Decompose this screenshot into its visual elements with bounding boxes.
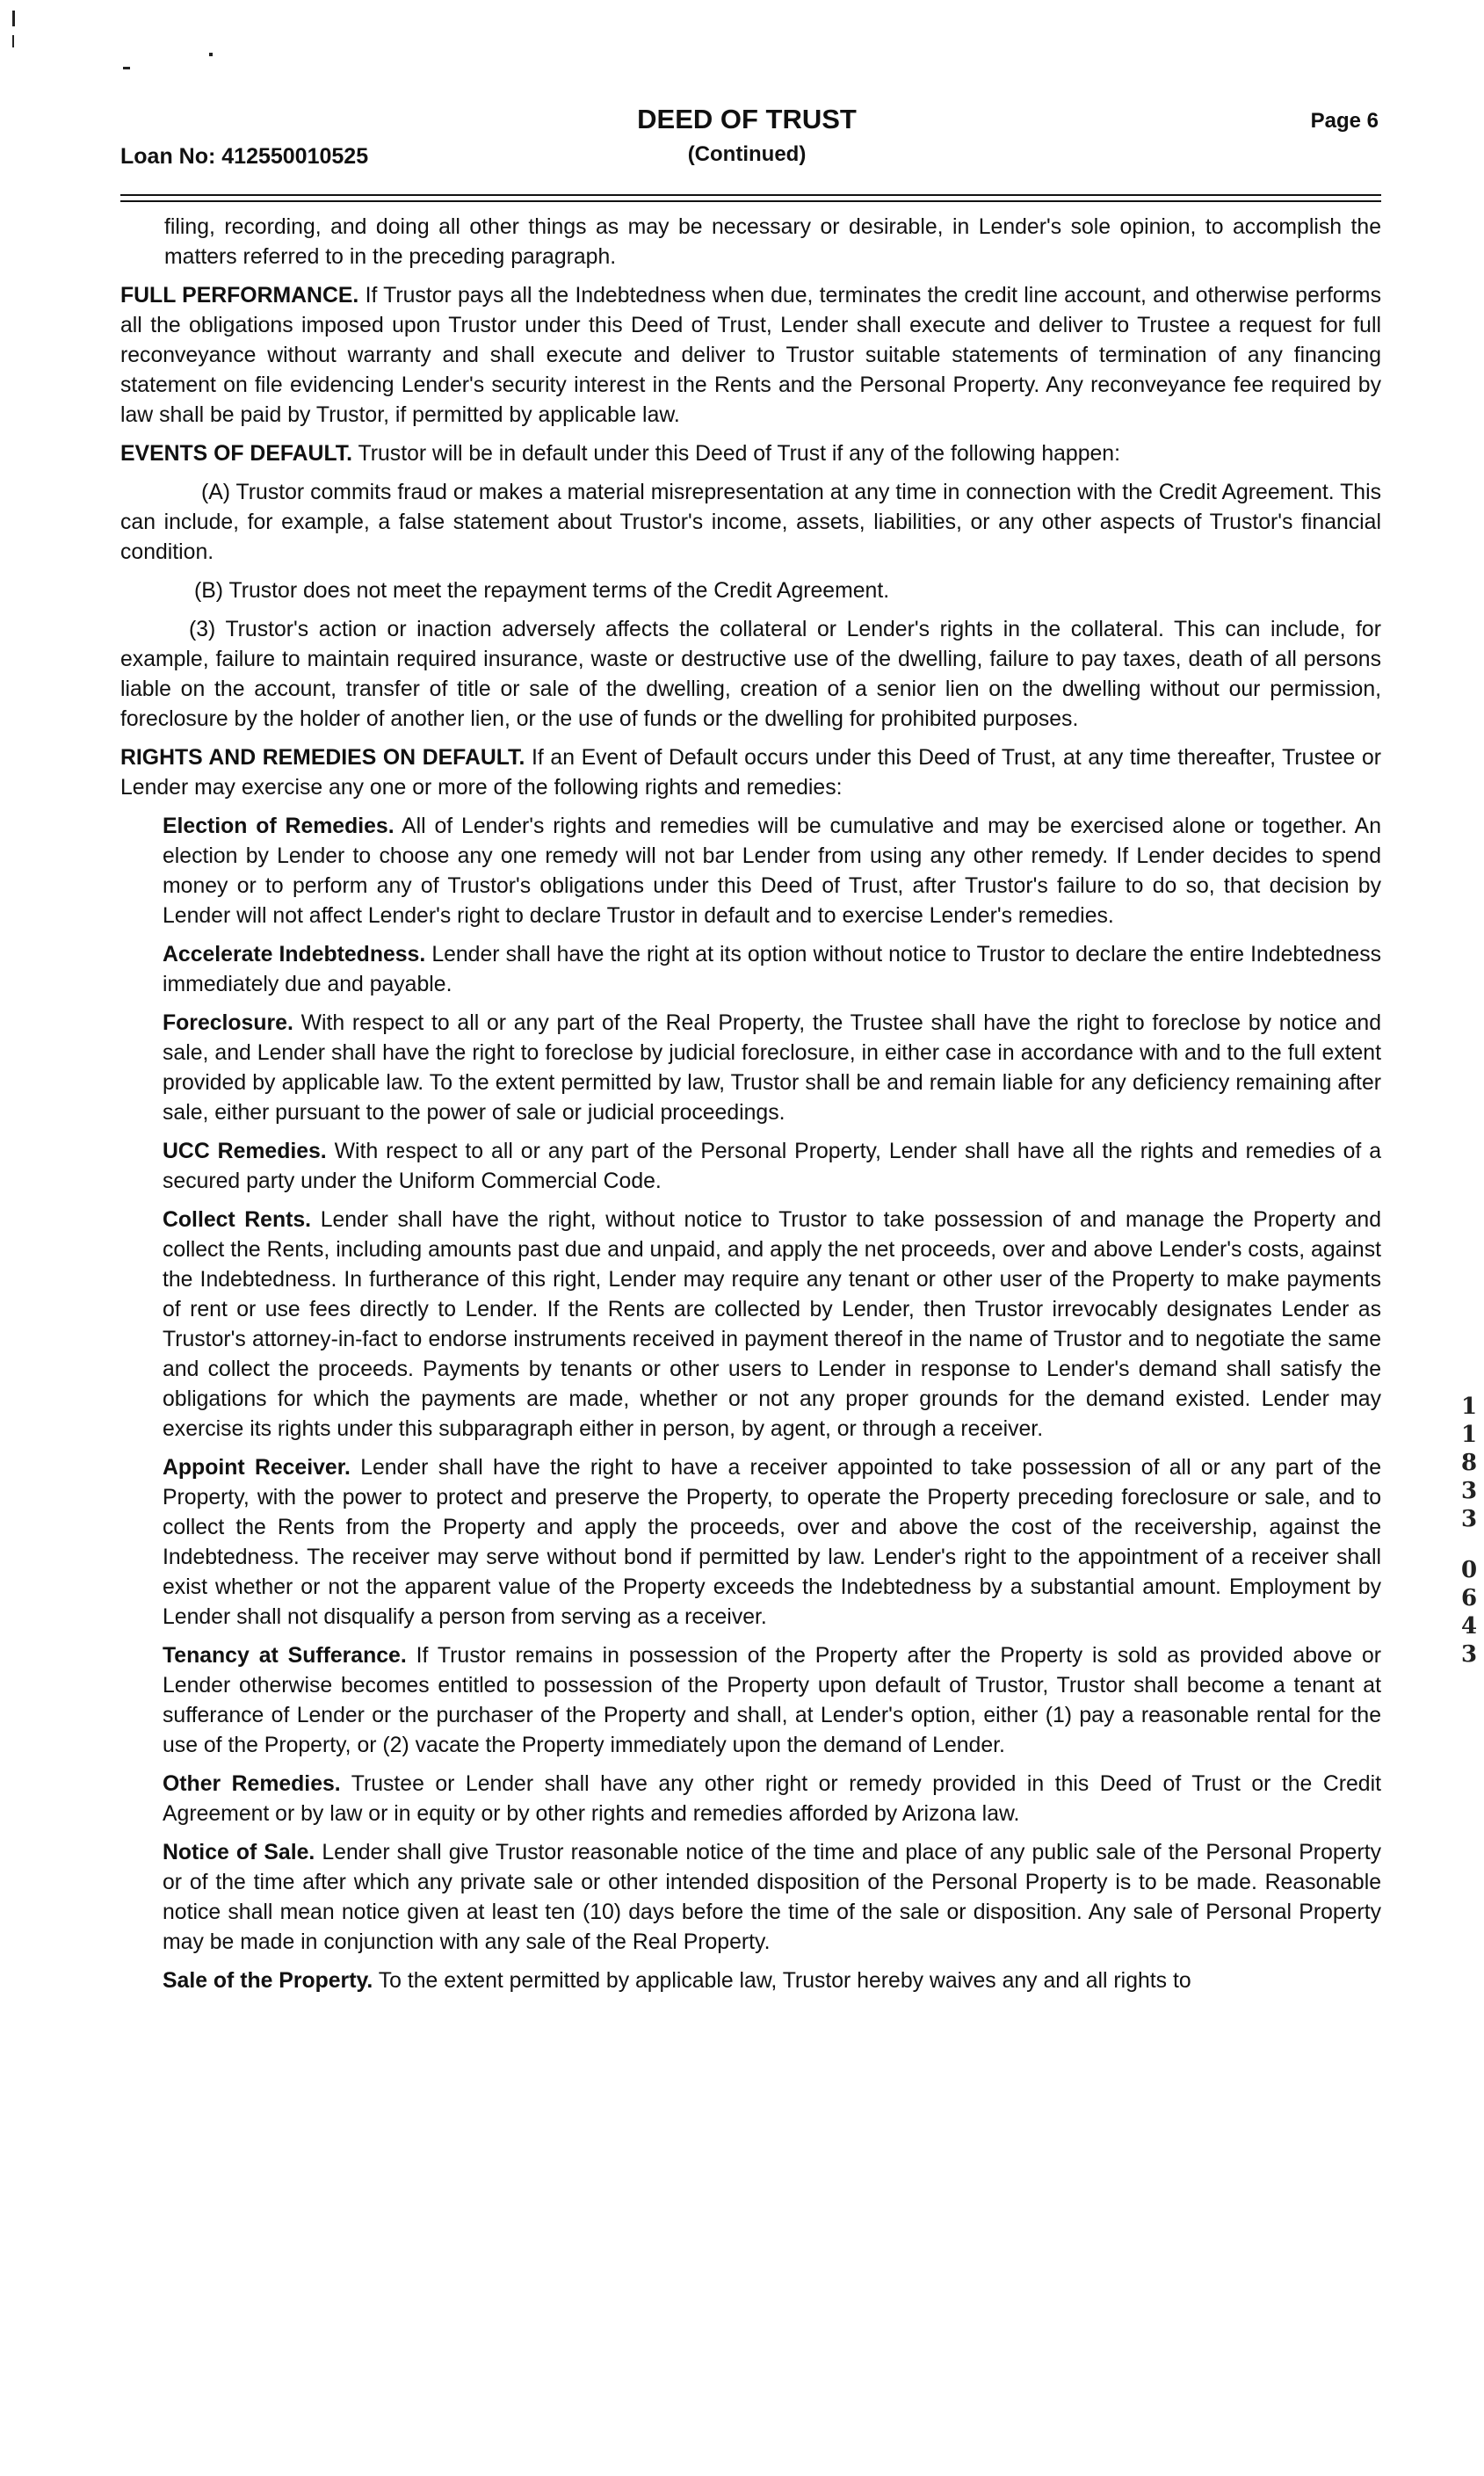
remedy-text: Lender shall have the right to have a receiver appointed to take possession of all or any part of the Property, with the power to protect and preserve the Property, to operate the Property preceding foreclosure or sale, and to collect the Rents from the Property and apply the proceeds, over and above the cost of the receivership, against the Indebtedness. The receiver may serve without bond if permitted by law. Lender's right to the appointment of a receiver shall exist whether or not the apparent value of the Property exceeds the Indebtedness by a substantial amount. Employment by Lender shall not disqualify a person from serving as a receiver. — [163, 1456, 1381, 1629]
remedy-text: With respect to all or any part of the Personal Property, Lender shall have all the rights and remedies of a secured party under the Uniform Commercial Code. — [163, 1140, 1381, 1193]
paragraph: filing, recording, and doing all other things as may be necessary or desirable, in Lender's sole opinion, to accomplish the matters referred to in the preceding paragraph. — [164, 215, 1381, 269]
stamp-digit: 0 — [1460, 1557, 1478, 1583]
remedy-sale-of-property — [120, 1966, 1381, 1996]
remedy-text: With respect to all or any part of the Real Property, the Trustee shall have the right to foreclose by notice and sale, and Lender shall have the right to foreclose by judicial foreclosure, in either case in accordance with and to the full extent provided by applicable law. To the extent permitted by law, Trustor shall be and remain liable for any deficiency remaining after sale, either pursuant to the power of sale or judicial proceedings. — [163, 1011, 1382, 1125]
remedy-text: Lender shall give Trustor reasonable notice of the time and place of any public sale of the Personal Property or of the time after which any private sale or other intended disposition of the Personal Property is to be made. Reasonable notice shall mean notice given at least ten (10) days before the time of the sale or disposition. Any sale of Personal Property may be made in conjunction with any sale of the Real Property. — [163, 1841, 1381, 1954]
paragraph-rights-and-remedies — [120, 743, 1381, 803]
stamp-digit: 4 — [1460, 1613, 1478, 1640]
remedy-heading: Notice of Sale. — [163, 1841, 315, 1864]
remedy-heading: Tenancy at Sufferance. — [163, 1644, 407, 1668]
event-item: (3) Trustor's action or inaction adversely affects the collateral or Lender's rights in the collateral. This can include, for example, failure to maintain required insurance, waste or destructive use of the dwelling, failure to pay taxes, death of all persons liable on the account, transfer of title or sale of the dwelling, creation of a senior lien on the dwelling without our permission, foreclosure by the holder of another lien, or the use of funds or the dwelling for prohibited purposes. — [120, 618, 1381, 731]
remedy-ucc — [120, 1137, 1381, 1197]
remedy-election — [120, 812, 1381, 931]
header-rule-top — [120, 194, 1381, 196]
remedy-heading: Sale of the Property. — [163, 1969, 373, 1993]
recording-stamp — [1459, 1393, 1480, 1669]
stamp-digit: 6 — [1460, 1585, 1478, 1611]
stamp-digit: 8 — [1460, 1450, 1478, 1476]
remedy-text: All of Lender's rights and remedies will be cumulative and may be exercised alone or together. An election by Lender to choose any one remedy will not bar Lender from using any other remedy. If Lender decides to spend money or to perform any of Trustor's obligations under this Deed of Trust, after Trustor's failure to do so, that decision by Lender will not affect Lender's right to declare Trustor in default and to exercise Lender's remedies. — [163, 814, 1381, 928]
scan-mark — [209, 53, 213, 56]
remedy-text: Trustee or Lender shall have any other right or remedy provided in this Deed of Trust or the Credit Agreement or by law or in equity or by other rights and remedies afforded by Arizona law. — [163, 1772, 1381, 1826]
remedy-appoint-receiver — [120, 1453, 1381, 1633]
scan-mark — [123, 67, 130, 69]
remedy-foreclosure — [120, 1009, 1381, 1128]
section-heading: RIGHTS AND REMEDIES ON DEFAULT. — [120, 746, 525, 770]
remedy-heading: Other Remedies. — [163, 1772, 341, 1796]
stamp-digit: 3 — [1460, 1641, 1478, 1668]
paragraph-events-of-default — [120, 439, 1381, 469]
remedy-collect-rents — [120, 1205, 1381, 1444]
document-title: DEED OF TRUST — [637, 104, 857, 134]
loan-number: Loan No: 412550010525 — [120, 144, 369, 169]
remedy-heading: UCC Remedies. — [163, 1140, 327, 1163]
remedy-tenancy — [120, 1641, 1381, 1761]
remedy-notice-of-sale — [120, 1838, 1381, 1958]
section-text: Trustor will be in default under this Deed of Trust if any of the following happen: — [358, 442, 1120, 466]
section-text: If Trustor pays all the Indebtedness when due, terminates the credit line account, and otherwise performs all the obligations imposed upon Trustor under this Deed of Trust, Lender shall execute and deliver to Trustee a request for full reconveyance without warranty and shall execute and deliver to Trustor suitable statements of termination of any financing statement on file evidencing Lender's security interest in the Rents and the Personal Property. Any reconveyance fee required by law shall be paid by Trustor, if permitted by applicable law. — [120, 284, 1381, 427]
section-heading: EVENTS OF DEFAULT. — [120, 442, 353, 466]
stamp-digit: 1 — [1460, 1394, 1478, 1420]
remedy-heading: Appoint Receiver. — [163, 1456, 351, 1480]
remedy-text: Lender shall have the right, without notice to Trustor to take possession of and manage the Property and collect the Rents, including amounts past due and unpaid, and apply the net proceeds, over and above Lender's costs, against the Indebtedness. In furtherance of this right, Lender may require any tenant or other user of the Property to make payments of rent or use fees directly to Lender. If the Rents are collected by Lender, then Trustor irrevocably designates Lender as Trustor's attorney-in-fact to endorse instruments received in payment thereof in the name of Trustor and to negotiate the same and collect the proceeds. Payments by tenants or other users to Lender in response to Lender's demand shall satisfy the obligations for which the payments are made, whether or not any proper grounds for the demand existed. Lender may exercise its rights under this subparagraph either in person, by agent, or through a receiver. — [163, 1208, 1381, 1441]
remedy-heading: Election of Remedies. — [163, 814, 395, 838]
event-item: (B) Trustor does not meet the repayment terms of the Credit Agreement. — [194, 579, 890, 603]
paragraph-full-performance — [120, 281, 1381, 431]
remedy-other — [120, 1770, 1381, 1829]
stamp-digit: 3 — [1460, 1506, 1478, 1532]
remedy-heading: Accelerate Indebtedness. — [163, 943, 426, 967]
event-item: (A) Trustor commits fraud or makes a material misrepresentation at any time in connection with the Credit Agreement. This can include, for example, a false statement about Trustor's income, assets, liabilities, or any other aspects of Trustor's financial condition. — [120, 481, 1381, 564]
stamp-gap — [1459, 1533, 1480, 1556]
document-body — [120, 213, 1381, 2005]
remedy-text: If Trustor remains in possession of the Property after the Property is sold as provided above or Lender otherwise becomes entitled to possession of the Property upon default of Trustor, Trustor shall become a tenant at sufferance of Lender or the purchaser of the Property and shall, at Lender's option, either (1) pay a reasonable rental for the use of the Property, or (2) vacate the Property immediately upon the demand of Lender. — [163, 1644, 1381, 1757]
remedy-text: To the extent permitted by applicable law, Trustor hereby waives any and all rights to — [378, 1969, 1191, 1993]
section-text: If an Event of Default occurs under this Deed of Trust, at any time thereafter, Trustee or Lender may exercise any one or more of the following rights and remedies: — [120, 746, 1382, 800]
scan-mark — [12, 35, 14, 47]
scan-mark — [12, 11, 15, 26]
section-heading: FULL PERFORMANCE. — [120, 284, 359, 308]
stamp-digit: 3 — [1460, 1478, 1478, 1504]
remedy-heading: Collect Rents. — [163, 1208, 312, 1232]
stamp-digit: 1 — [1460, 1422, 1478, 1448]
document-subtitle: (Continued) — [687, 142, 807, 166]
remedy-text: Lender shall have the right at its option without notice to Trustor to declare the entire Indebtedness immediately due and payable. — [163, 943, 1381, 996]
page-number: Page 6 — [1310, 109, 1379, 133]
remedy-accelerate — [120, 940, 1381, 1000]
remedy-heading: Foreclosure. — [163, 1011, 293, 1035]
header-rule-bottom — [120, 200, 1381, 202]
